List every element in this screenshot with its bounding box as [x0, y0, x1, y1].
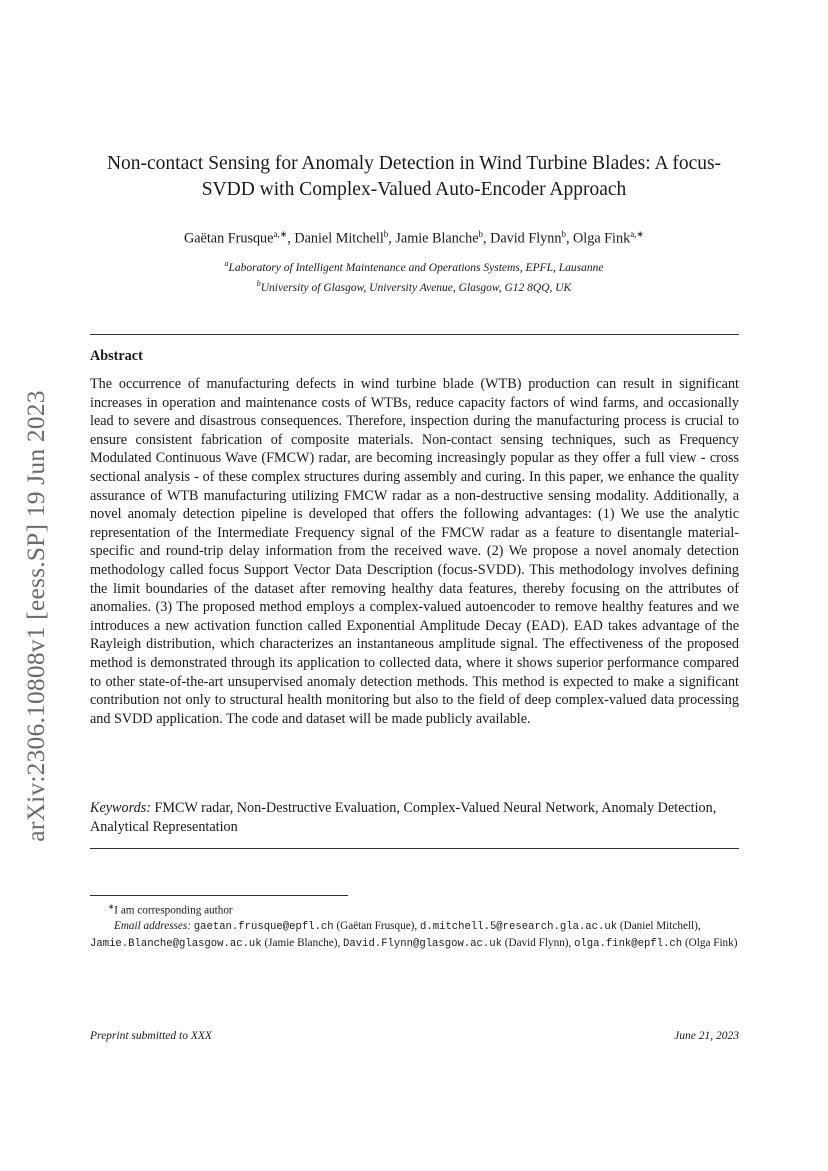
- author-affil-mark: a,∗: [630, 229, 644, 239]
- arxiv-identifier-text: arXiv:2306.10808v1 [eess.SP] 19 Jun 2023: [21, 390, 50, 842]
- abstract-heading: Abstract: [90, 348, 143, 364]
- email-link[interactable]: Jamie.Blanche@glasgow.ac.uk: [90, 937, 262, 950]
- author-affil-mark: b: [561, 229, 566, 239]
- corresponding-note: [90, 899, 739, 919]
- email-owner: (Olga Fink): [684, 936, 738, 949]
- author-affil-mark: b: [478, 229, 483, 239]
- corresponding-text: I am corresponding author: [114, 904, 233, 917]
- email-link[interactable]: gaetan.frusque@epfl.ch: [193, 921, 334, 934]
- footnote: [90, 899, 739, 952]
- keywords: [90, 799, 739, 836]
- keywords-text: FMCW radar, Non-Destructive Evaluation, Complex-Valued Neural Network, Anomaly Detection, Analytical Representation: [90, 800, 717, 835]
- email-owner: (Daniel Mitchell): [619, 920, 698, 933]
- email-owner: (Jamie Blanche): [264, 936, 338, 949]
- paper-title: Non-contact Sensing for Anomaly Detection in Wind Turbine Blades: A focus-SVDD with Complex-Valued Auto-Encoder Approach: [106, 153, 722, 200]
- abstract-top-rule: [90, 334, 739, 335]
- author-name: Olga Fink: [573, 230, 631, 247]
- author-name: Jamie Blanche: [395, 230, 479, 247]
- email-list: Email addresses: gaetan.frusque@epfl.ch (Gaëtan Frusque), d.mitchell.5@research.gla.ac.uk (Daniel Mitchell), Jamie.Blanche@glasgow.ac.uk (Jamie Blanche), David.Flynn@glasgow.ac.uk (David Flynn), olga.fink@epfl.ch (Olga Fink): [90, 920, 738, 950]
- author-name: Daniel Mitchell: [294, 230, 384, 247]
- email-link[interactable]: d.mitchell.5@research.gla.ac.uk: [420, 921, 618, 934]
- preprint-note: Preprint submitted to XXX: [90, 1030, 212, 1042]
- author-list: Gaëtan Frusque$^{a,∗}$, Daniel Mitchell$^b$, Jamie Blanche$^b$, David Flynn$^b$, Olga Fink$^{a,∗}$: [184, 229, 644, 247]
- footnote-mark: ∗: [108, 902, 115, 911]
- author-affil-mark: b: [383, 229, 389, 239]
- footnote-rule: [90, 895, 348, 896]
- affiliation-line: [90, 276, 738, 296]
- email-link[interactable]: David.Flynn@glasgow.ac.uk: [343, 937, 502, 950]
- affiliations: [90, 256, 738, 297]
- author-affil-mark: a,∗: [273, 229, 288, 239]
- affiliation-text: University of Glasgow, University Avenue, Glasgow, G12 8QQ, UK: [260, 282, 572, 295]
- affiliation-line: [90, 256, 738, 276]
- arxiv-identifier: [14, 366, 58, 866]
- affiliation-text: Laboratory of Intelligent Maintenance and Operations Systems, EPFL, Lausanne: [228, 261, 604, 274]
- author-name: Gaëtan Frusque: [184, 230, 274, 247]
- affiliation-mark: b: [256, 279, 261, 289]
- preprint-date: June 21, 2023: [674, 1030, 739, 1042]
- email-link[interactable]: olga.fink@epfl.ch: [574, 937, 683, 950]
- abstract-text: The occurrence of manufacturing defects in wind turbine blade (WTB) production can result in significant increases in operation and maintenance costs of WTBs, reduce capacity factors of wind farms, and occasionally lead to severe and disastrous consequences. Therefore, inspection during the manufacturing process is crucial to ensure consistent fabrication of composite materials. Non-contact sensing techniques, such as Frequency Modulated Continuous Wave (FMCW) radar, are becoming increasingly popular as they offer a full view - cross sectional analysis - of these complex structures during assembly and curing. In this paper, we enhance the quality assurance of WTB manufacturing utilizing FMCW radar as a non-destructive sensing modality. Additionally, a novel anomaly detection pipeline is developed that offers the following advantages: (1) We use the analytic representation of the Intermediate Frequency signal of the FMCW radar as a feature to disentangle material-specific and round-trip delay information from the received wave. (2) We propose a novel anomaly detection methodology called focus Support Vector Data Description (focus-SVDD). This methodology involves defining the limit boundaries of the dataset after removing healthy data features, thereby focusing on the attributes of anomalies. (3) The proposed method employs a complex-valued autoencoder to remove healthy features and we introduces a new activation function called Exponential Amplitude Decay (EAD). EAD takes advantage of the Rayleigh distribution, which characterizes an instantaneous amplitude signal. The effectiveness of the proposed method is demonstrated through its application to collected data, where it shows superior performance compared to other state-of-the-art unsupervised anomaly detection methods. This method is expected to make a significant contribution not only to structural health monitoring but also to the field of deep complex-valued data processing and SVDD application. The code and dataset will be made publicly available.: [90, 376, 739, 727]
- abstract-bottom-rule: [90, 848, 739, 849]
- keywords-label: Keywords:: [90, 800, 151, 816]
- author-name: David Flynn: [490, 230, 562, 247]
- email-label: Email addresses:: [114, 920, 191, 933]
- affiliation-mark: a: [224, 259, 229, 268]
- email-owner: (David Flynn): [504, 936, 569, 949]
- email-owner: (Gaëtan Frusque): [336, 920, 415, 933]
